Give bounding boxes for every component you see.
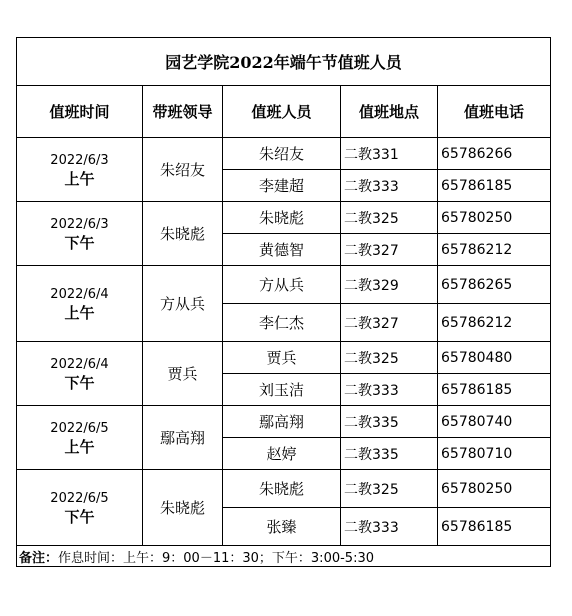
table-row <box>17 406 551 438</box>
header-location: 值班地点 <box>341 86 438 138</box>
duty-phone: 65786185 <box>438 374 551 406</box>
header-staff: 值班人员 <box>223 86 341 138</box>
duty-phone: 65786266 <box>438 138 551 170</box>
duty-roster-table <box>16 37 551 567</box>
duty-person: 李仁杰 <box>223 304 341 342</box>
table-row <box>17 202 551 234</box>
duty-location: 二教333 <box>341 508 438 546</box>
note-cell <box>17 546 551 567</box>
duty-location: 二教325 <box>341 342 438 374</box>
duty-person: 黄德智 <box>223 234 341 266</box>
shift-half-day: 上午 <box>64 437 95 456</box>
duty-phone: 65780250 <box>438 202 551 234</box>
duty-person: 刘玉洁 <box>223 374 341 406</box>
duty-location: 二教331 <box>341 138 438 170</box>
duty-location: 二教325 <box>341 470 438 508</box>
shift-date: 2022/6/3 <box>50 216 109 232</box>
duty-location: 二教327 <box>341 234 438 266</box>
table-row <box>17 470 551 508</box>
shift-time-cell <box>17 202 143 266</box>
header-phone: 值班电话 <box>438 86 551 138</box>
shift-leader: 朱绍友 <box>143 138 223 202</box>
shift-leader: 方从兵 <box>143 266 223 342</box>
shift-leader: 朱晓彪 <box>143 470 223 546</box>
shift-half-day: 下午 <box>64 507 95 526</box>
shift-half-day: 下午 <box>64 233 95 252</box>
duty-person: 李建超 <box>223 170 341 202</box>
shift-date: 2022/6/5 <box>50 420 109 436</box>
duty-location: 二教335 <box>341 438 438 470</box>
duty-phone: 65780480 <box>438 342 551 374</box>
shift-date: 2022/6/5 <box>50 490 109 506</box>
shift-time-cell <box>17 406 143 470</box>
shift-half-day: 上午 <box>64 169 95 188</box>
shift-half-day: 上午 <box>64 303 95 322</box>
table-row <box>17 266 551 304</box>
duty-person: 张臻 <box>223 508 341 546</box>
duty-location: 二教327 <box>341 304 438 342</box>
note-text: 作息时间：上午：9：00－11：30；下午：3:00-5:30 <box>58 550 374 566</box>
shift-leader: 朱晓彪 <box>143 202 223 266</box>
shift-date: 2022/6/3 <box>50 152 109 168</box>
table-title: 园艺学院2022年端午节值班人员 <box>17 38 551 86</box>
duty-person: 方从兵 <box>223 266 341 304</box>
duty-location: 二教333 <box>341 374 438 406</box>
duty-person: 朱晓彪 <box>223 470 341 508</box>
table-row <box>17 138 551 170</box>
note-label: 备注： <box>19 550 59 566</box>
duty-person: 朱晓彪 <box>223 202 341 234</box>
duty-phone: 65786212 <box>438 304 551 342</box>
shift-leader: 贾兵 <box>143 342 223 406</box>
shift-time-cell <box>17 342 143 406</box>
duty-phone: 65786265 <box>438 266 551 304</box>
shift-date: 2022/6/4 <box>50 356 109 372</box>
duty-person: 贾兵 <box>223 342 341 374</box>
duty-phone: 65780250 <box>438 470 551 508</box>
duty-location: 二教335 <box>341 406 438 438</box>
table-row <box>17 342 551 374</box>
header-time: 值班时间 <box>17 86 143 138</box>
note-row <box>17 546 551 567</box>
shift-date: 2022/6/4 <box>50 286 109 302</box>
duty-phone: 65786185 <box>438 508 551 546</box>
header-row <box>17 86 551 138</box>
duty-person: 鄢高翔 <box>223 406 341 438</box>
duty-phone: 65786212 <box>438 234 551 266</box>
duty-phone: 65780740 <box>438 406 551 438</box>
shift-time-cell <box>17 266 143 342</box>
shift-leader: 鄢高翔 <box>143 406 223 470</box>
duty-location: 二教329 <box>341 266 438 304</box>
duty-person: 赵婷 <box>223 438 341 470</box>
duty-phone: 65786185 <box>438 170 551 202</box>
duty-location: 二教325 <box>341 202 438 234</box>
shift-time-cell <box>17 138 143 202</box>
duty-phone: 65780710 <box>438 438 551 470</box>
duty-person: 朱绍友 <box>223 138 341 170</box>
shift-half-day: 下午 <box>64 373 95 392</box>
shift-time-cell <box>17 470 143 546</box>
header-leader: 带班领导 <box>143 86 223 138</box>
duty-location: 二教333 <box>341 170 438 202</box>
